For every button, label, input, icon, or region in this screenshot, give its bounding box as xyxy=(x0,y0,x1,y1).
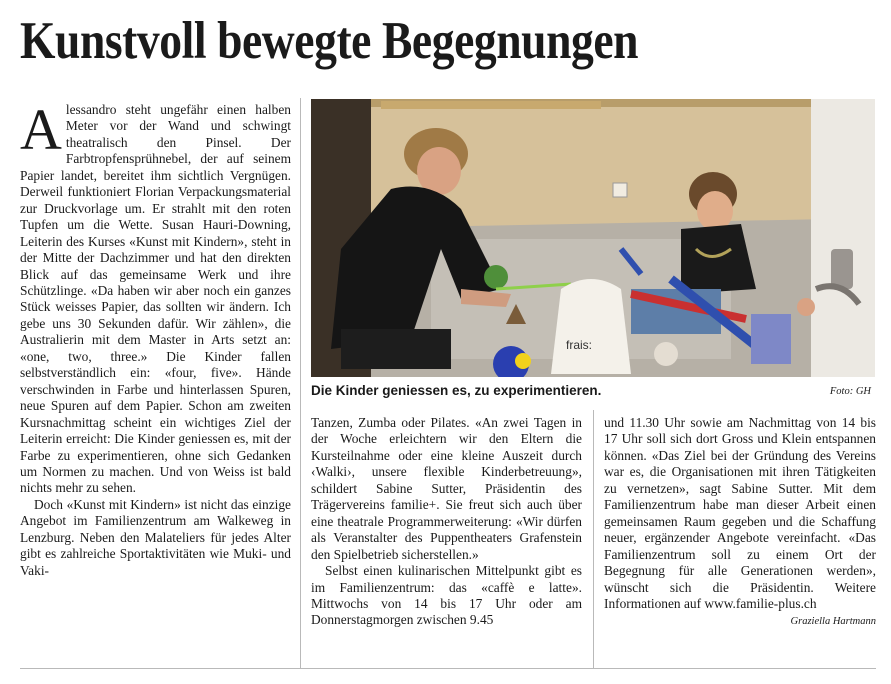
author-byline: Graziella Hartmann xyxy=(790,616,876,628)
paragraph: Tanzen, Zumba oder Pilates. «An zwei Tagen in der Woche erleichtern wir den Eltern die Kursteilnahme oder eine kleine Auszeit durch ‹Walki›, unsere flexible Kinderbetreuung», schildert Sabine Sutter, Präsidentin des Trägervereins familie+. Sie freut sich auch über eine theatrale Programmerweiterung: «Wir dürfen als Veranstalter des Puppentheaters Grafenstein den Spielbetrieb sicherstellen.» xyxy=(311,415,582,562)
page-bottom-rule xyxy=(20,668,876,669)
drop-cap: A xyxy=(20,97,62,162)
paragraph xyxy=(604,415,876,628)
article-photo xyxy=(311,99,875,377)
paragraph: Selbst einen kulinarischen Mittelpunkt gibt es im Familienzentrum: das «caffè e latte». Mittwochs von 14 bis 17 Uhr oder am Donnerstagmorgen zwischen 9.45 xyxy=(311,563,582,628)
paragraph xyxy=(20,97,291,497)
bag-label: frais: xyxy=(566,338,593,352)
photo-caption: Die Kinder geniessen es, zu experimentieren. xyxy=(311,383,602,398)
headline: Kunstvoll bewegte Begegnungen xyxy=(20,12,639,70)
article-column-2 xyxy=(311,415,582,629)
column-divider xyxy=(593,410,594,668)
paragraph: Doch «Kunst mit Kindern» ist nicht das einzige Angebot im Familienzentrum am Walkeweg in Lenzburg. Neben den Malateliers für jedes Alter gibt es zahlreiche Sportaktivitäten wie Muki- und Vaki- xyxy=(20,496,291,578)
article-column-3 xyxy=(604,415,876,631)
photo-caption-bar xyxy=(311,381,875,403)
photo-credit: Foto: GH xyxy=(829,386,871,397)
column-divider xyxy=(300,98,301,668)
article-column-1 xyxy=(20,97,291,579)
paragraph-text: und 11.30 Uhr sowie am Nachmittag von 14 bis 17 Uhr soll sich dort Gross und Klein entspannen können. «Das Ziel bei der Gründung des Vereins war es, die Organisationen mit ihren Tätigkeiten zu vernetzen», sagt Sabine Sutter. Mit dem Familienzentrum habe man dieser Arbeit einen gemeinsamen Raum gegeben und die Schaffung neuer, ergänzender Angebote vereinfacht. «Das Familienzentrum soll zu einem Ort der Begegnung für alle Generationen werden», wünscht sich die Präsidentin. Weitere Informationen auf www.familie-plus.ch xyxy=(604,415,876,611)
paragraph-text: lessandro steht ungefähr einen halben Meter vor der Wand und schwingt theatralisch den Pinsel. Der Farbtropfensprühnebel, der auf seinem Papier landet, bereitet ihm sichtlich Vergnügen. Derweil funktioniert Florian Verpackungsmaterial zur Druckvorlage um. Er strahlt mit den roten Tupfen um die Wette. Susan Hauri-Downing, Leiterin des Kurses «Kunst mit Kindern», steht in der Mitte der Dachzimmer und hat den direkten Blick auf das gemeinsame Werk und ihre Schützlinge. «Da haben wir aber noch ein ganzes Stück weisses Papier, das sollten wir ändern. Ich gebe uns 30 Sekunden dafür. Wir zählen», die Australierin mit dem Master in Arts setzt an: «one, two, three.» Die Kinder fallen selbstverständlich ein: «four, five». Hände verschwinden in Farbe und hinterlassen Spuren, neue Spuren auf dem Papier. Schon am zweiten Kursnachmittag scheint ein wichtiges Ziel der Leiterin erreicht: Die Kinder geniessen es, mit der Farbe zu experimentieren, ohne sich Gedanken um Normen zu machen. Und von Weiss ist bald nichts mehr zu sehen. xyxy=(20,102,291,496)
photo-illustration xyxy=(311,99,875,377)
